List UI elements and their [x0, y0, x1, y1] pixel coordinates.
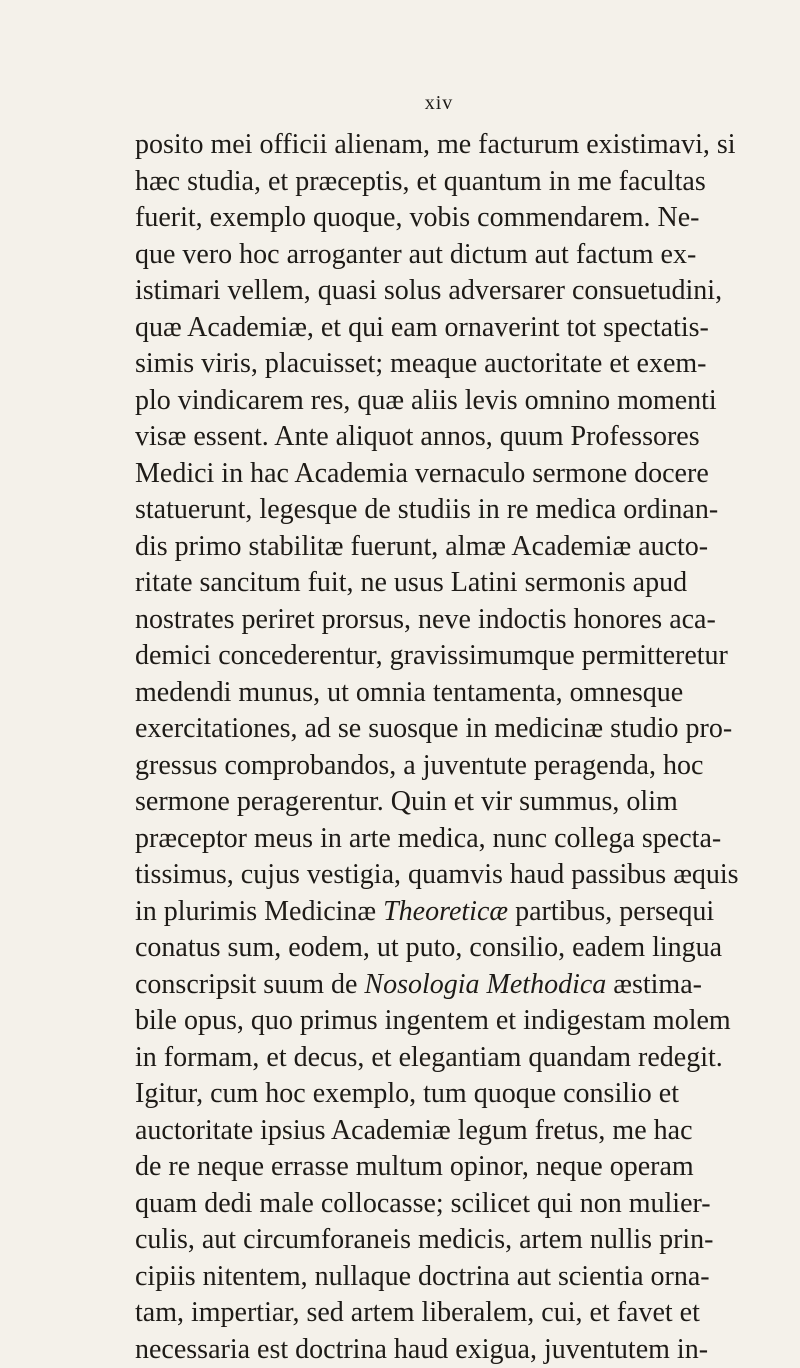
text-line: que vero hoc arroganter aut dictum aut factum ex-	[135, 237, 665, 274]
text-line: necessaria est doctrina haud exigua, juventutem in-	[135, 1332, 665, 1368]
text-line: conscripsit suum de Nosologia Methodica æstima-	[135, 967, 665, 1004]
text-line: istimari vellem, quasi solus adversarer consuetudini,	[135, 273, 665, 310]
text-line: posito mei officii alienam, me facturum existimavi, si	[135, 127, 665, 164]
text-line: conatus sum, eodem, ut puto, consilio, eadem lingua	[135, 930, 665, 967]
text-line: sermone peragerentur. Quin et vir summus, olim	[135, 784, 665, 821]
text-line: plo vindicarem res, quæ aliis levis omnino momenti	[135, 383, 665, 420]
text-line: simis viris, placuisset; meaque auctoritate et exem-	[135, 346, 665, 383]
italic-phrase: Nosologia Methodica	[364, 969, 606, 1000]
text-line: visæ essent. Ante aliquot annos, quum Professores	[135, 419, 665, 456]
text-line: quam dedi male collocasse; scilicet qui non mulier-	[135, 1186, 665, 1223]
text-line: demici concederentur, gravissimumque permitteretur	[135, 638, 665, 675]
text-line: ritate sancitum fuit, ne usus Latini sermonis apud	[135, 565, 665, 602]
text-line: gressus comprobandos, a juventute peragenda, hoc	[135, 748, 665, 785]
text-line: tissimus, cujus vestigia, quamvis haud passibus æquis	[135, 857, 665, 894]
text-line: dis primo stabilitæ fuerunt, almæ Academiæ aucto-	[135, 529, 665, 566]
text-line: hæc studia, et præceptis, et quantum in me facultas	[135, 164, 665, 201]
text-line: de re neque errasse multum opinor, neque operam	[135, 1149, 665, 1186]
page-number: xiv	[0, 92, 800, 115]
text-line: in formam, et decus, et elegantiam quandam redegit.	[135, 1040, 665, 1077]
text-line: auctoritate ipsius Academiæ legum fretus, me hac	[135, 1113, 665, 1150]
text-line: præceptor meus in arte medica, nunc collega specta-	[135, 821, 665, 858]
text-line: tam, impertiar, sed artem liberalem, cui, et favet et	[135, 1295, 665, 1332]
text-line: quæ Academiæ, et qui eam ornaverint tot spectatis-	[135, 310, 665, 347]
text-line: culis, aut circumforaneis medicis, artem nullis prin-	[135, 1222, 665, 1259]
text-line: medendi munus, ut omnia tentamenta, omnesque	[135, 675, 665, 712]
text-line: statuerunt, legesque de studiis in re medica ordinan-	[135, 492, 665, 529]
text-line: bile opus, quo primus ingentem et indigestam molem	[135, 1003, 665, 1040]
text-line: in plurimis Medicinæ Theoreticæ partibus, persequi	[135, 894, 665, 931]
italic-phrase: Theoreticæ	[383, 896, 508, 927]
text-line: fuerit, exemplo quoque, vobis commendarem. Ne-	[135, 200, 665, 237]
text-line: nostrates periret prorsus, neve indoctis honores aca-	[135, 602, 665, 639]
text-line: exercitationes, ad se suosque in medicinæ studio pro-	[135, 711, 665, 748]
text-line: Medici in hac Academia vernaculo sermone docere	[135, 456, 665, 493]
body-text	[135, 127, 665, 1368]
text-line: cipiis nitentem, nullaque doctrina aut scientia orna-	[135, 1259, 665, 1296]
text-line: Igitur, cum hoc exemplo, tum quoque consilio et	[135, 1076, 665, 1113]
